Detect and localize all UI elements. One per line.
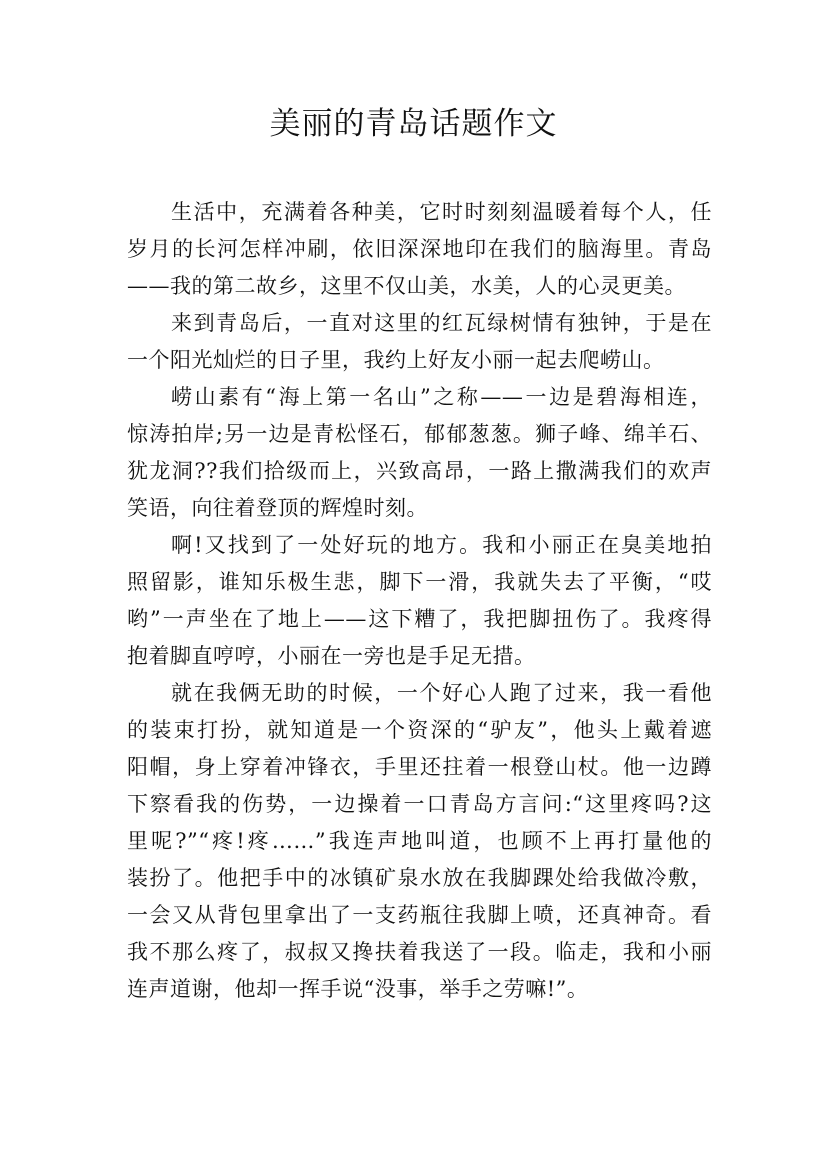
- text-line: 犹龙洞??我们拾级而上，兴致高昂，一路上撒满我们的欢声: [127, 459, 712, 483]
- text-line: 笑语，向往着登顶的辉煌时刻。: [127, 496, 428, 520]
- paragraph: [127, 194, 712, 305]
- paragraph: [127, 305, 712, 379]
- text-line: 崂山素有“海上第一名山”之称——一边是碧海相连，: [171, 385, 712, 409]
- paragraph: [127, 675, 712, 1008]
- text-line: 岁月的长河怎样冲刷，依旧深深地印在我们的脑海里。青岛: [127, 237, 712, 261]
- text-line: 下察看我的伤势，一边操着一口青岛方言问:“这里疼吗?这: [127, 792, 712, 816]
- document-body: [127, 194, 712, 1008]
- text-line: 抱着脚直哼哼，小丽在一旁也是手足无措。: [127, 644, 536, 668]
- text-line: 生活中，充满着各种美，它时时刻刻温暖着每个人，任: [171, 200, 712, 224]
- text-line: 我不那么疼了，叔叔又搀扶着我送了一段。临走，我和小丽: [127, 940, 712, 964]
- text-line: 里呢?”“疼!疼……”我连声地叫道，也顾不上再打量他的: [127, 829, 712, 853]
- text-line: 连声道谢，他却一挥手说“没事，举手之劳嘛!”。: [127, 977, 589, 1001]
- paragraph: [127, 379, 712, 527]
- text-line: 的装束打扮，就知道是一个资深的“驴友”，他头上戴着遮: [127, 718, 712, 742]
- text-line: 照留影，谁知乐极生悲，脚下一滑，我就失去了平衡，“哎: [127, 570, 712, 594]
- text-line: ——我的第二故乡，这里不仅山美，水美，人的心灵更美。: [127, 274, 686, 298]
- text-line: 一个阳光灿烂的日子里，我约上好友小丽一起去爬崂山。: [127, 348, 665, 372]
- text-line: 阳帽，身上穿着冲锋衣，手里还拄着一根登山杖。他一边蹲: [127, 755, 712, 779]
- document-title: 美丽的青岛话题作文: [269, 106, 558, 142]
- text-line: 哟”一声坐在了地上——这下糟了，我把脚扭伤了。我疼得: [127, 607, 712, 631]
- text-line: 一会又从背包里拿出了一支药瓶往我脚上喷，还真神奇。看: [127, 903, 712, 927]
- text-line: 装扮了。他把手中的冰镇矿泉水放在我脚踝处给我做冷敷，: [127, 866, 712, 890]
- paragraph: [127, 527, 712, 675]
- text-line: 来到青岛后，一直对这里的红瓦绿树情有独钟，于是在: [171, 311, 712, 335]
- text-line: 啊!又找到了一处好玩的地方。我和小丽正在臭美地拍: [171, 533, 712, 557]
- text-line: 惊涛拍岸;另一边是青松怪石，郁郁葱葱。狮子峰、绵羊石、: [127, 422, 712, 446]
- text-line: 就在我俩无助的时候，一个好心人跑了过来，我一看他: [171, 681, 712, 705]
